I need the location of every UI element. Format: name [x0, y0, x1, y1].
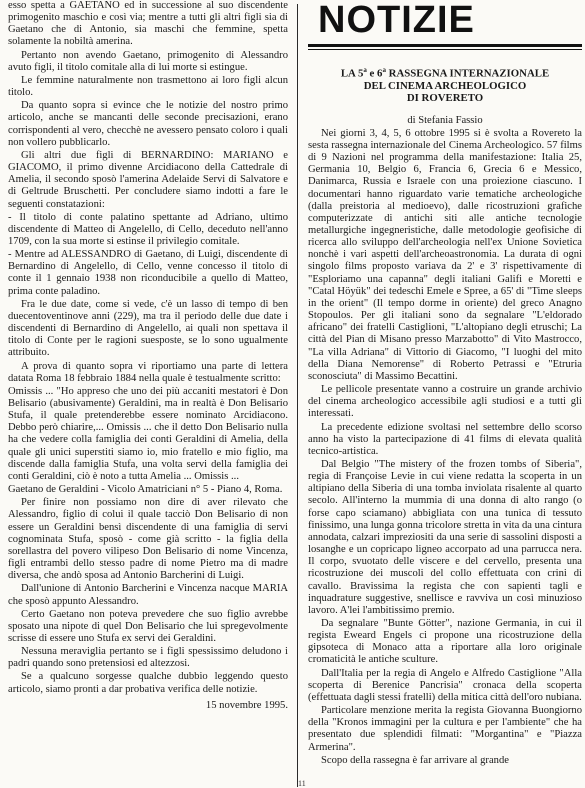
paragraph: Nessuna meraviglia pertanto se i figli spessissimo deludono i padri quando sono pretensiosi ed altezzosi.	[8, 646, 288, 670]
left-column	[8, 0, 288, 713]
paragraph: La precedente edizione svoltasi nel settembre dello scorso anno ha visto la partecipazione di 41 films di elevata qualità tecnico-artistica.	[308, 421, 582, 457]
right-column	[308, 0, 582, 768]
paragraph: Scopo della rassegna è far arrivare al grande	[321, 754, 509, 766]
paragraph: A prova di quanto sopra vi riportiamo una parte di lettera datata Roma 18 febbraio 1884 nella quale è testualmente scritto:	[8, 360, 288, 384]
paragraph: Da quanto sopra si evince che le notizie del nostro primo articolo, anche se mancanti delle seconde precisazioni, erano corrispondenti al vero, checchè ne avessero pensato coloro i quali non vollero pubblicarlo.	[8, 100, 288, 148]
paragraph: - Il titolo di conte palatino spettante ad Adriano, ultimo discendente di Matteo di Angelello, di Cello, deceduto nell'anno 1709, con la sua morte si estinse il privilegio comitale.	[8, 211, 288, 247]
paragraph: Nei giorni 3, 4, 5, 6 ottobre 1995 si è svolta a Rovereto la sesta rassegna internazionale del Cinema Archeologico. 57 films di 9 Nazioni nel programma della manifestazione: Italia 25, Germania 10, Belgio 6, Francia 6, Grecia 6 e Messico, Danimarca, Russia e Israele con una proiezione ciascuno. I documentari hanno riguardato varie tematiche archeologiche (dalla preistoria al medioevo), dalle ricostruzioni grafiche computerizzate di antichi siti alle antiche tecnologie metallurgiche ingegneristiche, dalle metodologie geofisiche di ricerca allo sviluppo dell'archeologia nell'ex Unione Sovietica nonchè i vari aspetti dell'archeoastronomia. La durata di ogni singolo films proposto variava da 2' e 3' rispettivamente di "Esploriamo una capanna" degli italiani Galifi e Moretti e "Catal Höyük" dei tedeschi Emele e Spree, a 65' di "Time sleeps in the orient" (Il tempo dorme in oriente) del greco Anagno Stopoulos. Per gli italiani sono da segnalare "L'eldorado africano" dei fratelli Castiglioni, "L'altopiano degli etruschi; La città del Pian di Misano presso Marzabotto" di Vito Mastrocco, "La villa Adriana" di Vittorio di Giacomo, "I luoghi del mito della Diana Nemorense" di Roberto Petrassi e "Etruria sconosciuta" di Massimo Becattini.	[308, 127, 582, 382]
paragraph: - Mentre ad ALESSANDRO di Gaetano, di Luigi, discendente di Bernardino di Angelello, di Cello, venne concesso il titolo di conte il 1 gennaio 1938 non riconducibile a quello di Matteo, prima conte paladino.	[8, 249, 288, 297]
byline: di Stefania Fassio	[407, 114, 483, 126]
column-divider	[297, 4, 298, 787]
header-rule	[308, 44, 582, 47]
paragraph: Dall'Italia per la regia di Angelo e Alfredo Castiglione "Alla scoperta di Berenice Pancrisia" cronaca della scoperta (effettuata dagli stessi fratelli) della mitica città dell'oro nubiana.	[308, 667, 582, 703]
paragraph: Le femmine naturalmente non trasmettono ai loro figli alcun titolo.	[8, 74, 288, 99]
article-date: 15 novembre 1995.	[205, 699, 288, 711]
paragraph: Certo Gaetano non poteva prevedere che suo figlio avrebbe sposato una nipote di quel Don Belisario che lui spregevolmente scrisse di essere uno Stufa ex servi dei Geraldini.	[8, 608, 288, 644]
paragraph: Particolare menzione merita la regista Giovanna Buongiorno della "Kronos immagini per la cultura e per l'ambiente" che ha presentato due splendidi filmati: "Morgantina" e "Piazza Armerina".	[308, 705, 582, 753]
page-number: 11	[298, 779, 306, 788]
paragraph: Fra le due date, come si vede, c'è un lasso di tempo di ben duecentoventinove anni (229), ma tra il periodo delle due date i discendenti di Bernardino di Angelello, ai quali non spettava il titolo di Conte per le ragioni suesposte, se lo sono ugualmente attribuito.	[8, 298, 288, 359]
paragraph: Da segnalare "Bunte Götter", nazione Germania, in cui il regista Eweard Engels ci propone una ricostruzione della gipsoteca di Monaco atta a riportare alla loro originale cromaticità le antiche sculture.	[308, 618, 582, 666]
letter-signature: Gaetano de Geraldini - Vicolo Amatriciani n° 5 - Piano 4, Roma.	[8, 484, 283, 496]
paragraph: Dall'unione di Antonio Barcherini e Vincenza nacque MARIA che sposò appunto Alessandro.	[8, 583, 288, 607]
quoted-letter: Omissis ... "Ho appreso che uno dei più accaniti mestatori è Don Belisario (abusivamente) Geraldini, ma in realtà è Don Belisario Stufa, il quale pretenderebbe essere nominato Arcidiacono. Debbo però chiarire,... Omissis ... che il detto Don Belisario nulla ha che vedere colla famiglia dei conti Geraldini di Amelia, della quale gli unici superstiti siamo io, mio fratello e mio figlio, ma discende dalla famiglia Stufa, una volta servi della famiglia dei conti Geraldini, ciò è noto a tutta Amelia ... Omissis ...	[8, 385, 288, 482]
section-title: NOTIZIE	[318, 0, 475, 41]
paragraph: Se a qualcuno sorgesse qualche dubbio leggendo questo articolo, siamo pronti a dar probativa verifica delle notizie.	[8, 671, 288, 695]
article-title: LA 5$^a$ e 6$^a$ RASSEGNA INTERNAZIONALE DEL CINEMA ARCHEOLOGICO DI ROVERETO	[340, 66, 550, 104]
header-rule	[308, 49, 582, 50]
paragraph: Per finire non possiamo non dire di aver rilevato che Alessandro, figlio di colui il quale tacciò Don Belisario di non essere un Geraldini bensì discendente di una famiglia di servi cognominata Stufa, sposò - come già scritto - la figlia della sorellastra del povero vilipeso Don Belisario di nome Vincenza, figli entrambi dello stesso padre di nome Pietro ma di madre diversa, che andò sposa ad Antonio Barcherini di Luigi.	[8, 497, 288, 582]
paragraph: esso spetta a GAETANO ed in successione al suo discendente primogenito maschio e così via; mentre a tutti gli altri figli sia di Gaetano che di Antonio, sia maschi che femmine, spetta solamente la nobiltà amerina.	[8, 0, 288, 48]
paragraph: Dal Belgio "The mistery of the frozen tombs of Siberia", regia di Françoise Levie in cui viene redatta la scoperta in un altipiano della Siberia di una tomba inviolata risalente al quarto secolo. All'interno la mummia di una donna di alto rango (o forse capo sciamano) abbigliata con una tunica di tessuto finissimo, una lunga gonna tricolore stretta in vita da una cintura annodata, calzari impreziositi da una serie di sassolini disposti a losanghe e un copricapo ligneo accorpato ad una parrucca nera. Il corpo, svuotato delle viscere e del cervello, presenta una ricostruzione dei muscoli del collo effettuata con crini di cavallo. Bravissima la regista che con sapienti tagli e inquadrature suggestive, snellisce e ravviva un così minuzioso lavoro. A'lei l'ambitissimo premio.	[308, 458, 582, 616]
paragraph: Gli altri due figli di BERNARDINO: MARIANO e GIACOMO, il primo divenne Arcidiacono della Cattedrale di Amelia, il secondo sposò l'amerina Adelaide Servi di Salvatore e di Geltrude Bruschetti. Per concludere siamo indotti a fare le seguenti constatazioni:	[8, 149, 288, 210]
paragraph: Pertanto non avendo Gaetano, primogenito di Alessandro avuto figli, il titolo comitale alla di lui morte si estingue.	[8, 49, 288, 73]
section-header	[308, 2, 582, 44]
paragraph: Le pellicole presentate vanno a costruire un grande archivio del cinema archeologico accessibile agli studiosi e a tutti gli interessati.	[308, 384, 582, 420]
